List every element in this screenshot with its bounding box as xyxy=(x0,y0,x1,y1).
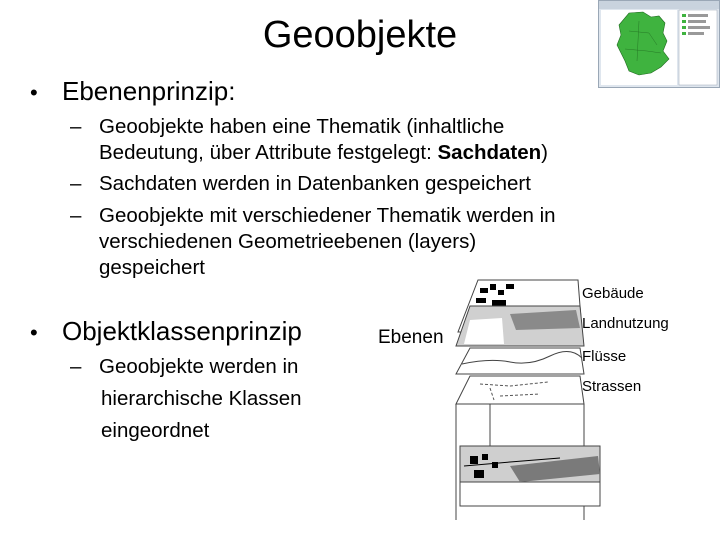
layer-label-fluesse: Flüsse xyxy=(582,348,627,365)
bullet-dot: • xyxy=(30,320,38,345)
map-window-thumbnail xyxy=(598,0,720,88)
layer-label-strassen: Strassen xyxy=(582,378,642,395)
subitem-line: Geoobjekte mit verschiedener Thematik werden in xyxy=(99,204,556,227)
subitem-line xyxy=(99,140,548,166)
figure-caption-ebenen: Ebenen xyxy=(378,327,444,348)
layer-label-gebaeude: Gebäude xyxy=(582,285,644,302)
layer-fluesse xyxy=(456,348,584,374)
layer-base-block xyxy=(460,446,600,506)
subitem-line: eingeordnet xyxy=(101,419,210,442)
dash-marker: – xyxy=(70,355,82,378)
bullet-dot: • xyxy=(30,80,38,105)
subitem-line: hierarchische Klassen xyxy=(101,387,302,410)
subitem-line-tail: ) xyxy=(541,141,548,164)
layer-stack-figure xyxy=(450,270,610,530)
subitem-line: Sachdaten werden in Datenbanken gespeichert xyxy=(99,172,531,195)
bullet-ebenenprinzip: Ebenenprinzip: xyxy=(62,76,236,106)
subitem-line: gespeichert xyxy=(99,256,205,279)
germany-map-image xyxy=(599,1,719,87)
sachdaten-bold: Sachdaten xyxy=(437,141,542,164)
layer-landnutzung xyxy=(456,306,584,346)
dash-marker: – xyxy=(70,204,82,227)
layer-strassen xyxy=(456,376,584,404)
bullet-objektklassenprinzip: Objektklassenprinzip xyxy=(62,316,302,346)
layer-label-landnutzung: Landnutzung xyxy=(582,315,669,332)
subitem-line: verschiedenen Geometrieebenen (layers) xyxy=(99,230,477,253)
dash-marker: – xyxy=(70,172,82,195)
subitem-line: Geoobjekte werden in xyxy=(99,355,299,378)
dash-marker: – xyxy=(70,115,82,138)
subitem-line: Geoobjekte haben eine Thematik (inhaltliche xyxy=(99,115,505,138)
subitem-line-part: Bedeutung, über Attribute festgelegt: xyxy=(99,141,438,164)
slide-title: Geoobjekte xyxy=(262,14,458,56)
